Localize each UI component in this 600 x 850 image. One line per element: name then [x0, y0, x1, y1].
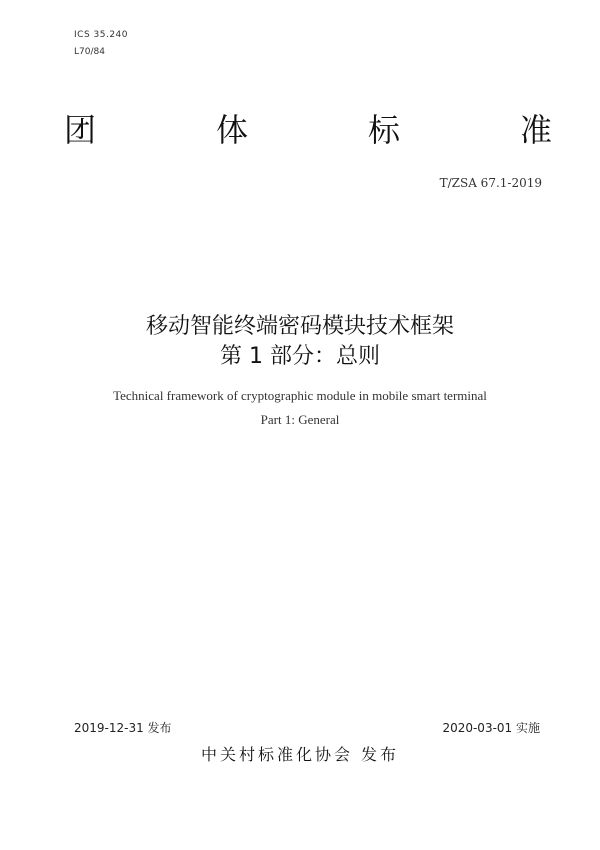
document-type-heading	[64, 112, 552, 148]
publisher: 中关村标准化协会 发布	[200, 745, 400, 764]
heading-char: 准	[519, 111, 552, 149]
standard-number: T/ZSA 67.1-2019	[439, 176, 542, 190]
ics-code: ICS 35.240	[74, 30, 129, 40]
title-english-line1: Technical framework of cryptographic module in mobile smart terminal	[113, 388, 487, 403]
title-english-line2: Part 1: General	[260, 412, 340, 427]
heading-char: 团	[64, 111, 97, 149]
heading-char: 标	[367, 111, 400, 149]
heading-char: 体	[215, 111, 248, 149]
ccs-code: L70/84	[74, 47, 105, 57]
title-chinese-line1: 移动智能终端密码模块技术框架	[145, 314, 454, 339]
publish-date: 2019-12-31 发布	[74, 721, 172, 735]
title-chinese-line2: 第 1 部分：总则	[220, 344, 380, 369]
implementation-date: 2020-03-01 实施	[442, 721, 540, 735]
